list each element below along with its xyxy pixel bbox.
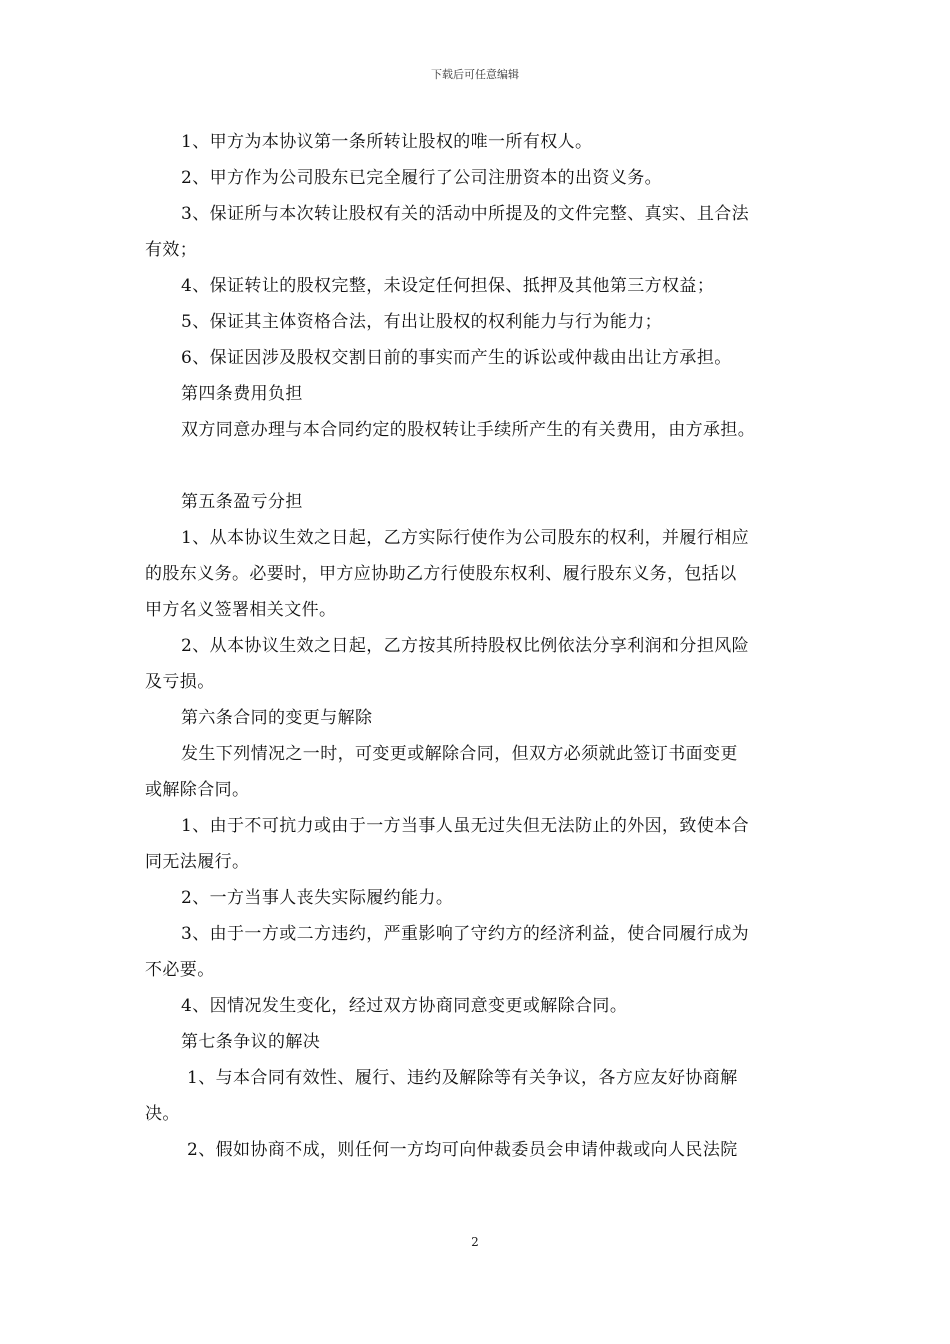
clause-3-item-4: 4、保证转让的股权完整，未设定任何担保、抵押及其他第三方权益； — [181, 276, 715, 296]
clause-3-item-3: 3、保证所与本次转让股权有关的活动中所提及的文件完整、真实、且合法 — [181, 204, 750, 224]
article-7-item-1-cont: 决。 — [145, 1104, 180, 1124]
article-6-item-2: 2、一方当事人丧失实际履约能力。 — [181, 888, 454, 908]
clause-3-item-6: 6、保证因涉及股权交割日前的事实而产生的诉讼或仲裁由出让方承担。 — [181, 348, 732, 368]
page-header: 下载后可任意编辑 — [431, 68, 519, 81]
article-5-item-1-cont: 的股东义务。必要时，甲方应协助乙方行使股东权利、履行股东义务，包括以 — [145, 564, 737, 584]
article-7-heading: 第七条争议的解决 — [181, 1032, 321, 1052]
article-4-heading: 第四条费用负担 — [181, 384, 303, 404]
article-4-text: 双方同意办理与本合同约定的股权转让手续所产生的有关费用，由方承担。 — [181, 420, 756, 440]
article-5-item-1-cont-2: 甲方名义签署相关文件。 — [145, 600, 337, 620]
article-6-item-1: 1、由于不可抗力或由于一方当事人虽无过失但无法防止的外因，致使本合 — [181, 816, 750, 836]
clause-3-item-1: 1、甲方为本协议第一条所转让股权的唯一所有权人。 — [181, 132, 593, 152]
article-6-intro: 发生下列情况之一时，可变更或解除合同，但双方必须就此签订书面变更 — [181, 744, 738, 764]
article-5-item-2: 2、从本协议生效之日起，乙方按其所持股权比例依法分享利润和分担风险 — [181, 636, 750, 656]
article-7-item-2: 2、假如协商不成，则任何一方均可向仲裁委员会申请仲裁或向人民法院 — [187, 1140, 738, 1160]
clause-3-item-2: 2、甲方作为公司股东已完全履行了公司注册资本的出资义务。 — [181, 168, 663, 188]
page-number: 2 — [471, 1235, 479, 1249]
article-5-item-1: 1、从本协议生效之日起，乙方实际行使作为公司股东的权利，并履行相应 — [181, 528, 750, 548]
article-5-heading: 第五条盈亏分担 — [181, 492, 303, 512]
article-7-item-1: 1、与本合同有效性、履行、违约及解除等有关争议，各方应友好协商解 — [187, 1068, 738, 1088]
article-6-item-3: 3、由于一方或二方违约，严重影响了守约方的经济利益，使合同履行成为 — [181, 924, 750, 944]
document-body — [145, 124, 815, 1168]
article-6-heading: 第六条合同的变更与解除 — [181, 708, 373, 728]
article-6-intro-cont: 或解除合同。 — [145, 780, 250, 800]
article-6-item-4: 4、因情况发生变化，经过双方协商同意变更或解除合同。 — [181, 996, 628, 1016]
article-6-item-3-cont: 不必要。 — [145, 960, 215, 980]
blank-line — [145, 448, 815, 484]
article-6-item-1-cont: 同无法履行。 — [145, 852, 250, 872]
article-5-item-2-cont: 及亏损。 — [145, 672, 215, 692]
clause-3-item-5: 5、保证其主体资格合法，有出让股权的权利能力与行为能力； — [181, 312, 663, 332]
clause-3-item-3-cont: 有效； — [145, 240, 198, 260]
